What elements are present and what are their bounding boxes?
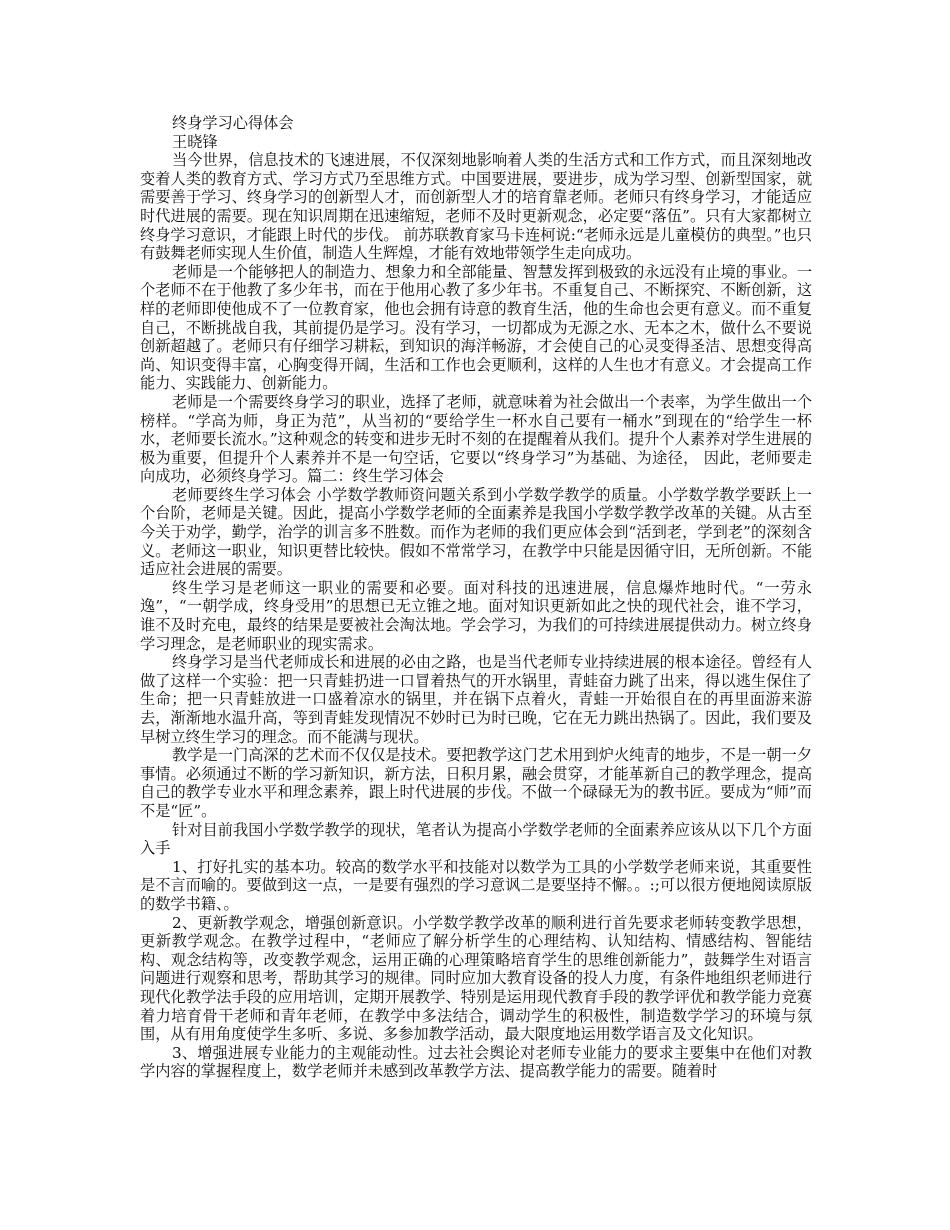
paragraph: 终身学习是当代老师成长和进展的必由之路，也是当代老师专业持续进展的根本途径。曾经有人做了这样一个实验：把一只青蛙扔进一口冒着热气的开水锅里，青蛙奋力跳了出来，得以逃生保住了生命；把一只青蛙放进一口盛着凉水的锅里，并在锅下点着火，青蛙一开始很自在的再里面游来游去，渐渐地水温升高，等到青蛙发现情况不妙时已为时已晚，它在无力跳出热锅了。因此，我们要及早树立终生学习的理念。而不能满与现状。 bbox=[140, 653, 812, 746]
paragraph: 1、打好扎实的基本功。较高的数学水平和技能对以数学为工具的小学数学老师来说，其重要性是不言而喻的。要做到这一点，一是要有强烈的学习意讽二是要坚持不懈。。:;可以很方便地阅读原版的数学书籍、。 bbox=[140, 857, 812, 913]
document-page bbox=[140, 114, 812, 1081]
document-author: 王晓锋 bbox=[172, 132, 218, 151]
document-title: 终身学习心得体会 bbox=[172, 114, 294, 132]
paragraph: 针对目前我国小学数学教学的现状，笔者认为提高小学数学老师的全面素养应该从以下几个方面入手 bbox=[140, 820, 812, 858]
paragraph: 3、增强进展专业能力的主观能动性。过去社会舆论对老师专业能力的要求主要集中在他们对教学内容的掌握程度上，数学老师并未感到改革教学方法、提高教学能力的需要。随着时 bbox=[140, 1043, 812, 1081]
paragraph: 老师要终生学习体会 小学数学教师资问题关系到小学数学教学的质量。小学数学教学要跃上一个台阶，老师是关键。因此，提高小学数学老师的全面素养是我国小学数学教学改革的关键。从古至今关于劝学，勤学，治学的训言多不胜数。而作为老师的我们更应体会到“活到老，学到老”的深刻含义。老师这一职业，知识更替比较快。假如不常常学习，在教学中只能是因循守旧，无所创新。不能适应社会进展的需要。 bbox=[140, 485, 812, 579]
paragraph: 老师是一个需要终身学习的职业，选择了老师，就意味着为社会做出一个表率，为学生做出一个榜样。“学高为师，身正为范”，从当初的“要给学生一杯水自己要有一桶水”到现在的“给学生一杯水，老师要长流水。”这种观念的转变和进步无时不刻的在提醒着从我们。提升个人素养对学生进展的极为重要，但提升个人素养并不是一句空话，它要以“终身学习”为基础、为途径， 因此，老师要走向成功，必须终身学习。篇二：终生学习体会 bbox=[140, 392, 812, 486]
paragraph: 老师是一个能够把人的制造力、想象力和全部能量、智慧发挥到极致的永远没有止境的事业。一个老师不在于他教了多少年书，而在于他用心教了多少年书。不重复自己、不断探究、不断创新，这样的老师即使他成不了一位教育家，他也会拥有诗意的教育生活，他的生命也会更有意义。而不重复自己，不断挑战自我，其前提仍是学习。没有学习，一切都成为无源之水、无本之木，做什么不要说创新超越了。老师只有仔细学习耕耘，到知识的海洋畅游，才会使自己的心灵变得圣洁、思想变得高尚、知识变得丰富，心胸变得开阔，生活和工作也会更顺利，这样的人生也才有意义。才会提高工作能力、实践能力、创新能力。 bbox=[140, 262, 812, 393]
paragraph: 2、更新教学观念，增强创新意识。小学数学教学改革的顺利进行首先要求老师转变教学思想，更新教学观念。在教学过程中，“老师应了解分析学生的心理结构、认知结构、情感结构、智能结构、观念结构等，改变教学观念，运用正确的心理策略培育学生的思维创新能力”，鼓舞学生对语言问题进行观察和思考，帮助其学习的规律。同时应加大教育设备的投人力度，有条件地组织老师进行现代化教学法手段的应用培训，定期开展教学、特别是运用现代教育手段的教学评优和教学能力竞赛着力培育骨干老师和青年老师，在教学中多法结合，调动学生的积极性，制造数学学习的环境与氛围，从有用角度使学生多听、多说、多参加教学活动，最大限度地运用数学语言及文化知识。 bbox=[140, 913, 812, 1044]
paragraph: 当今世界，信息技术的飞速进展，不仅深刻地影响着人类的生活方式和工作方式，而且深刻地改变着人类的教育方式、学习方式乃至思维方式。中国要进展，要进步，成为学习型、创新型国家，就需要善于学习、终身学习的创新型人才，而创新型人才的培育靠老师。老师只有终身学习，才能适应时代进展的需要。现在知识周期在迅速缩短，老师不及时更新观念，必定要“落伍”。只有大家都树立终身学习意识，才能跟上时代的步伐。 前苏联教育家马卡连柯说:“老师永远是儿童模仿的典型。”也只有鼓舞老师实现人生价值，制造人生辉煌，才能有效地带领学生走向成功。 bbox=[140, 151, 812, 263]
paragraph: 教学是一门高深的艺术而不仅仅是技术。要把教学这门艺术用到炉火纯青的地步，不是一朝一夕事情。必须通过不断的学习新知识，新方法，日积月累，融会贯穿，才能革新自己的教学理念，提高自己的教学专业水平和理念素养，跟上时代进展的步伐。不做一个碌碌无为的教书匠。要成为“师”而不是“匠”。 bbox=[140, 746, 812, 820]
paragraph: 终生学习是老师这一职业的需要和必要。面对科技的迅速进展，信息爆炸地时代。“一劳永逸”，“一朝学成，终身受用”的思想已无立锥之地。面对知识更新如此之快的现代社会，谁不学习，谁不及时充电，最终的结果是要被社会淘汰地。学会学习，为我们的可持续进展提供动力。树立终身学习理念，是老师职业的现实需求。 bbox=[140, 578, 812, 653]
